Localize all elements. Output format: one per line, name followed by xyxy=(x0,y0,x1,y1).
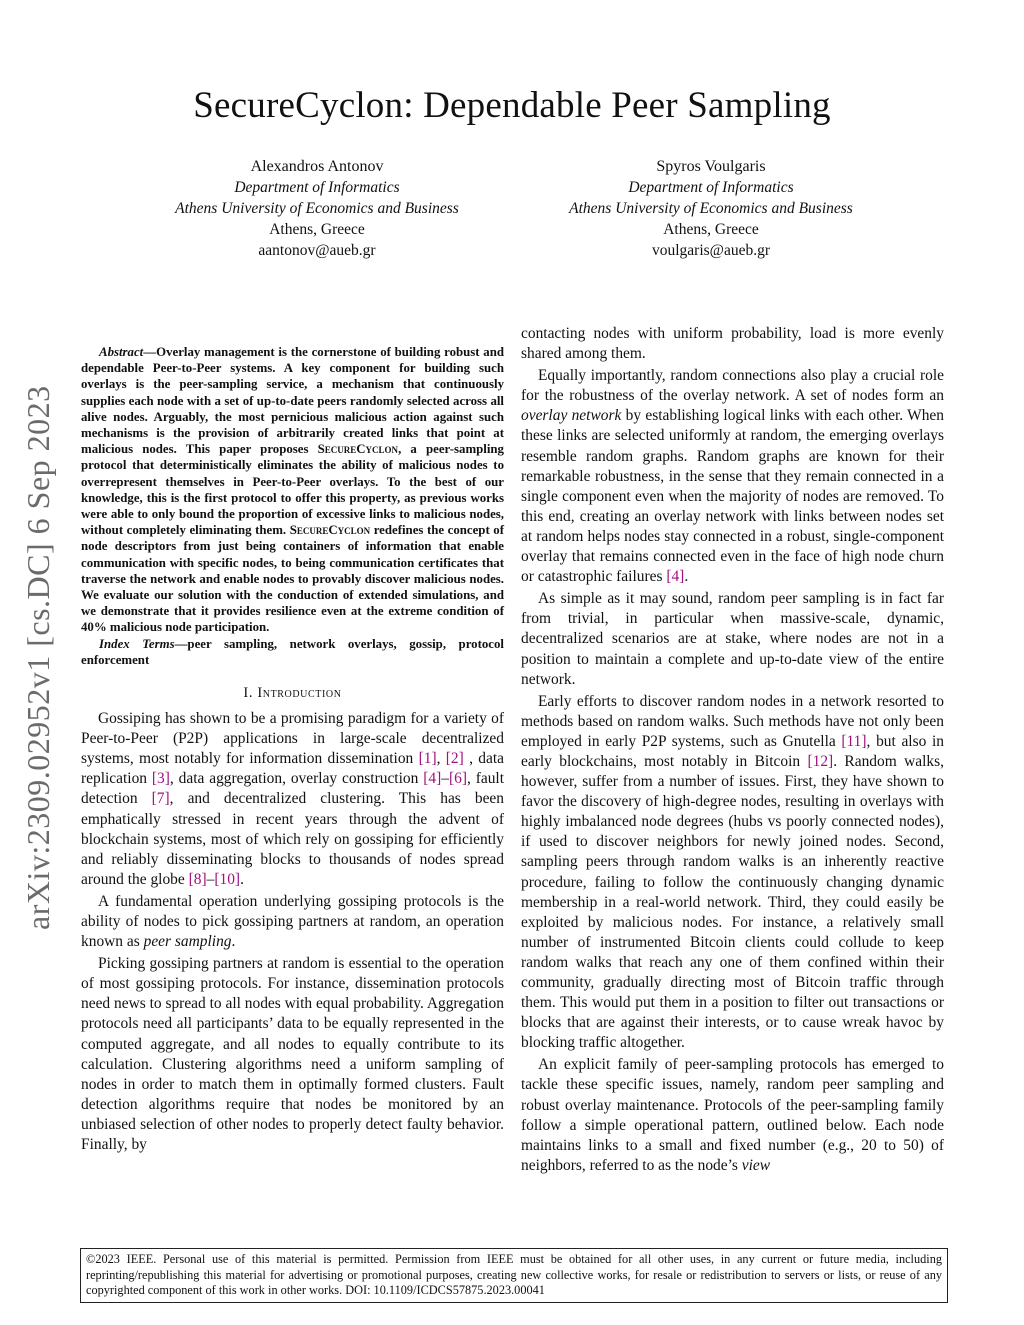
author-city: Athens, Greece xyxy=(269,221,365,238)
paragraph: Early efforts to discover random nodes in a network resorted to methods based on random walks. Such methods have not only been employed in early P2P systems, such as Gnutella [11], but also in early blockchains, most notably in Bitcoin [12]. Random walks, however, suffer from a number of issues. First, they have shown to favor the discovery of high-degree nodes, resulting in overlays with highly imbalanced node degrees (hubs vs poorly connected nodes), if used to discover neighbors for newly joined nodes. Second, sampling peers through random walks is an inherently reactive procedure, failing to follow the continuously changing dynamic membership in a real-world network. Third, they could easily be exploited by malicious nodes. For instance, a relatively small number of instrumented Bitcoin clients could collude to keep random walks that reach any one of them confined within their community, gradually directing most of Bitcoin traffic through them. This would put them in a position to filter out transactions or blocks that are against their interests, or to cause wreak havoc by blocking traffic altogether. xyxy=(521,692,944,1052)
author-university: Athens University of Economics and Business xyxy=(175,200,459,217)
citation-link[interactable]: [7] xyxy=(151,790,170,808)
copyright-notice: ©2023 IEEE. Personal use of this material is permitted. Permission from IEEE must be obtained for all other uses, in any current or future media, including reprinting/republishing this material for advertising or promotional purposes, creating new collective works, for resale or redistribution to servers or lists, or reuse of any copyrighted component of this work in other works. DOI: 10.1109/ICDCS57875.2023.00041 xyxy=(80,1248,948,1303)
citation-link[interactable]: [8] xyxy=(188,870,207,888)
citation-link[interactable]: [6] xyxy=(448,770,467,788)
author-name: Alexandros Antonov xyxy=(250,158,384,175)
author-university: Athens University of Economics and Business xyxy=(569,200,853,217)
author-city: Athens, Greece xyxy=(663,221,759,238)
paragraph: An explicit family of peer-sampling protocols has emerged to tackle these specific issues, namely, random peer sampling and robust overlay maintenance. Protocols of the peer-sampling family follow a simple operational pattern, outlined below. Each node maintains links to a small and fixed number (e.g., 20 to 50) of neighbors, referred to as the node’s view xyxy=(521,1056,944,1174)
abstract-label: Abstract xyxy=(99,345,144,359)
citation-link[interactable]: [1] xyxy=(418,750,437,768)
right-column xyxy=(521,324,944,1178)
arxiv-identifier: arXiv:2309.02952v1 [cs.DC] 6 Sep 2023 xyxy=(20,385,56,930)
index-terms-label: Index Terms xyxy=(99,636,175,651)
author-name: Spyros Voulgaris xyxy=(656,158,766,175)
paragraph: Picking gossiping partners at random is essential to the operation of most gossiping protocols. For instance, dissemination protocols need news to spread to all nodes with equal probability. Aggregation protocols need all participants’ data to be equally represented in the computed aggregate, and all nodes to equally contribute to its calculation. Clustering algorithms need a uniform sampling of nodes in order to match them in optimally formed clusters. Fault detection algorithms require that nodes be monitored by an unbiased selection of other nodes to properly detect faulty behavior. Finally, by xyxy=(81,955,504,1154)
citation-link[interactable]: [4] xyxy=(666,568,685,586)
left-column xyxy=(81,344,504,1157)
citation-link[interactable]: [11] xyxy=(841,732,867,750)
citation-link[interactable]: [3] xyxy=(151,770,170,788)
index-terms: Index Terms—peer sampling, network overlays, gossip, protocol enforcement xyxy=(81,636,504,667)
author-department: Department of Informatics xyxy=(234,179,400,196)
citation-link[interactable]: [4] xyxy=(423,770,442,788)
citation-link[interactable]: [10] xyxy=(214,870,241,888)
paragraph: Gossiping has shown to be a promising paradigm for a variety of Peer-to-Peer (P2P) applications in large-scale decentralized systems, most notably for information dissemination [1], [2] , data replication [3], data aggregation, overlay construction [4]–[6], fault detection [7], and decentralized clustering. This has been emphatically stressed in recent years through the advent of blockchain systems, most of which rely on gossiping for efficiently and reliably disseminating blocks to thousands of nodes spread around the globe [8]–[10]. xyxy=(81,710,504,888)
section-heading: I. Introduction xyxy=(243,685,342,702)
author-email[interactable]: voulgaris@aueb.gr xyxy=(651,242,770,259)
citation-link[interactable]: [2] xyxy=(445,750,464,768)
citation-link[interactable]: [12] xyxy=(807,752,834,770)
author-block-1 xyxy=(107,156,527,261)
paragraph: contacting nodes with uniform probability, load is more evenly shared among them. xyxy=(521,325,944,363)
paragraph: As simple as it may sound, random peer sampling is in fact far from trivial, in particular when massive-scale, dynamic, decentralized scenarios are at stake, where nodes are not in a position to maintain a complete and up-to-date view of the entire network. xyxy=(521,590,944,688)
abstract: Abstract—Overlay management is the cornerstone of building robust and dependable Peer-to-Peer systems. A key component for building such overlays is the peer-sampling service, a mechanism that continuously supplies each node with a set of up-to-date peers randomly selected across all alive nodes. Arguably, the most pernicious malicious action against such mechanisms is the provision of arbitrarily created links that point at malicious nodes. This paper proposes SecureCyclon, a peer-sampling protocol that deterministically eliminates the ability of malicious nodes to overrepresent themselves in Peer-to-Peer overlays. To the best of our knowledge, this is the first protocol to offer this property, as previous works were able to only bound the proportion of excessive links to malicious nodes, without completely eliminating them. SecureCyclon redefines the concept of node descriptors from just being containers of information that enable communication with specific nodes, to being communication certificates that traverse the network and enable nodes to provably discover malicious nodes. We evaluate our solution with the conduction of extended simulations, and we demonstrate that it provides resilience even at the extreme condition of 40% malicious node participation. xyxy=(81,345,504,635)
author-block-2 xyxy=(501,156,921,261)
author-department: Department of Informatics xyxy=(628,179,794,196)
paragraph: A fundamental operation underlying gossiping protocols is the ability of nodes to pick gossiping partners at random, an operation known as peer sampling. xyxy=(81,892,504,951)
author-email[interactable]: aantonov@aueb.gr xyxy=(258,242,376,259)
paragraph: Equally importantly, random connections also play a crucial role for the robustness of the overlay network. A set of nodes form an overlay network by establishing logical links with each other. When these links are selected uniformly at random, the emerging overlays resemble random graphs. Random graphs are known for their remarkable robustness, in the sense that they remain connected in a single component even when the majority of nodes are removed. To this end, creating an overlay network with links between nodes set at random helps nodes stay connected in a robust, single-component overlay that remains connected even in the face of high node churn or catastrophic failures [4]. xyxy=(521,367,944,586)
paper-title: SecureCyclon: Dependable Peer Sampling xyxy=(193,85,831,126)
